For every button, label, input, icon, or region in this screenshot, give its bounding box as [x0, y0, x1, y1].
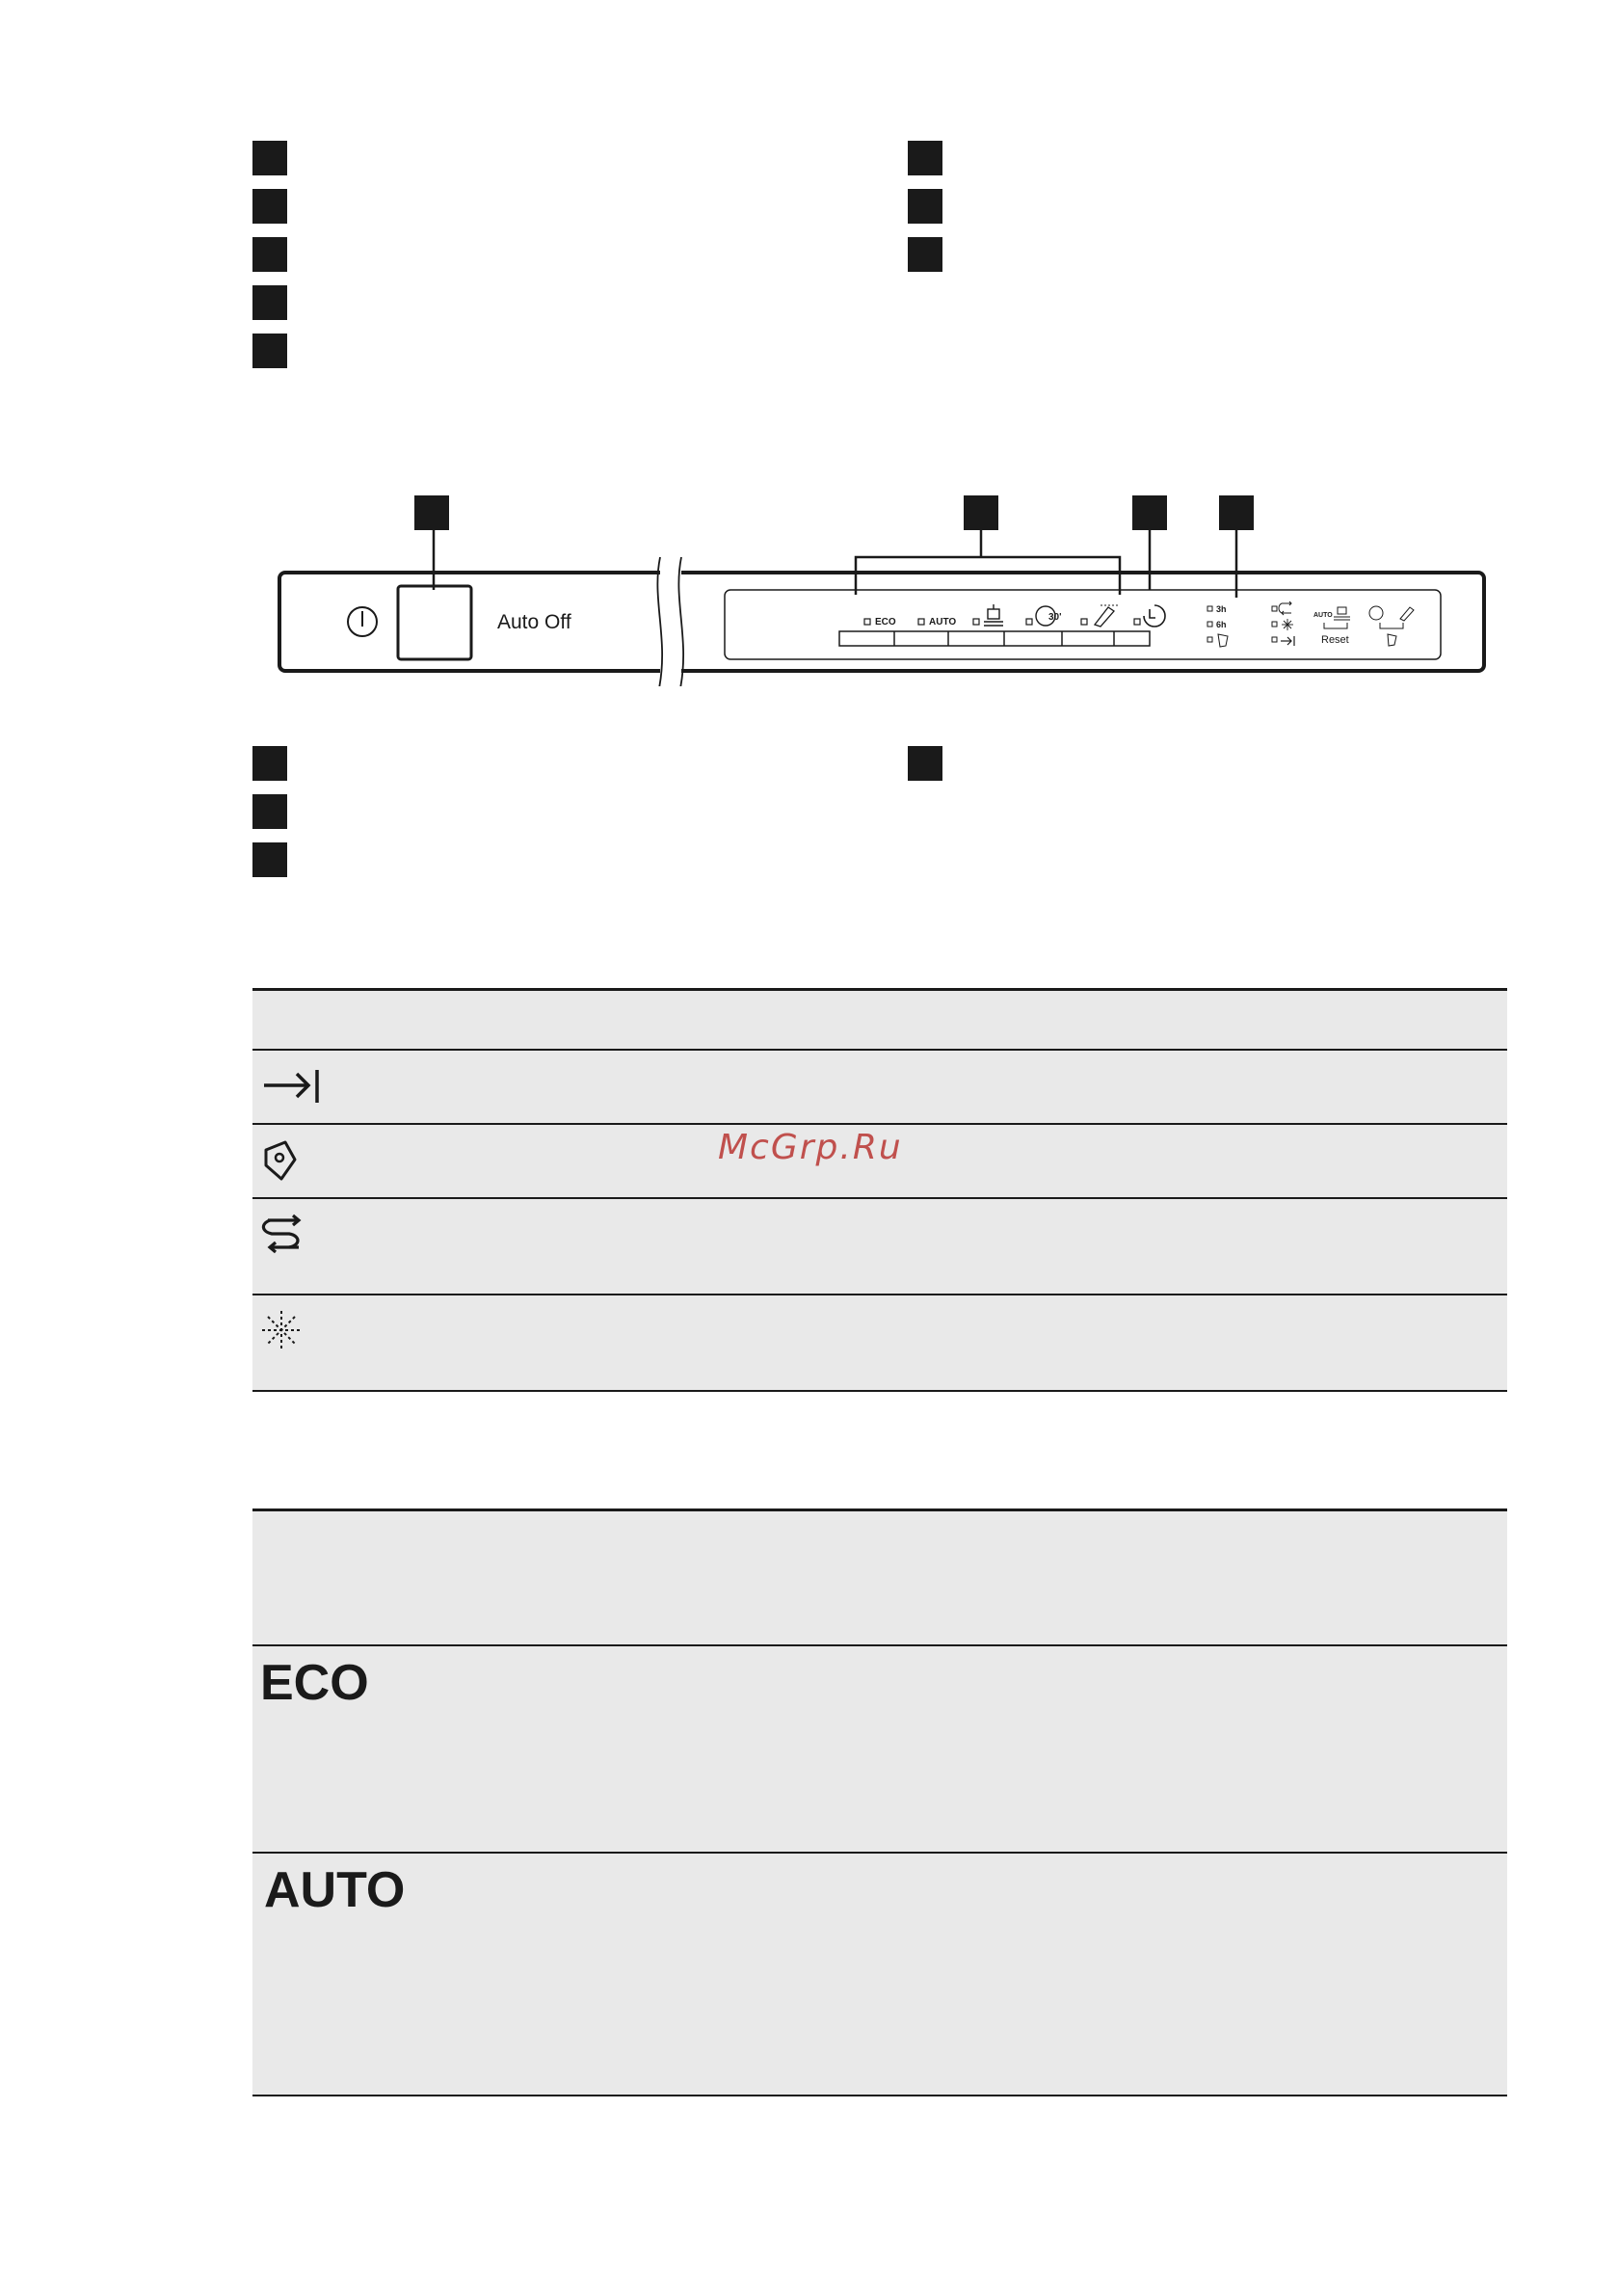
legend-marker-2 [252, 189, 287, 224]
indicator-row-end [252, 1051, 1507, 1125]
reset-auto-label: AUTO [1313, 612, 1333, 619]
indicator-table-header [252, 988, 1507, 1051]
reset-label: Reset [1321, 634, 1349, 646]
reset-salt-icon [1388, 634, 1396, 646]
control-panel-diagram [270, 494, 1494, 686]
programme-table [252, 1508, 1507, 2096]
delay-icon [1144, 605, 1165, 627]
legend-marker-3 [252, 237, 287, 272]
reset-glass-icon [1400, 607, 1414, 621]
panel-end-icon [1281, 636, 1294, 646]
indicator-table [252, 988, 1507, 1392]
panel-eco-label: ECO [875, 617, 896, 627]
legend-marker-4 [252, 285, 287, 320]
on-off-button [398, 586, 471, 659]
legend-marker-8 [908, 237, 942, 272]
rinse-aid-icon [260, 1213, 306, 1255]
indicator-row-sparkle [252, 1295, 1507, 1392]
panel-sparkle-icon [1282, 619, 1293, 630]
legend-marker-9 [252, 746, 287, 781]
panel-salt-icon [1218, 634, 1228, 647]
panel-auto-label: AUTO [929, 617, 957, 627]
legend-marker-10 [252, 794, 287, 829]
legend-marker-7 [908, 189, 942, 224]
auto-programme-label: AUTO [264, 1862, 406, 1918]
legend-marker-1 [252, 141, 287, 175]
indicator-row-rinse [252, 1199, 1507, 1295]
reset-pot-icon [1334, 607, 1350, 620]
delay-6h-label: 6h [1216, 620, 1227, 629]
programme-row-auto [252, 1854, 1507, 2096]
legend-marker-5 [252, 334, 287, 368]
eco-programme-label: ECO [260, 1655, 369, 1711]
delay-3h-label: 3h [1216, 604, 1227, 614]
power-icon [348, 607, 377, 636]
panel-rinse-icon [1279, 601, 1291, 615]
salt-icon [260, 1138, 303, 1183]
watermark: McGrp.Ru [718, 1128, 903, 1167]
reset-quick-icon [1369, 606, 1383, 620]
end-arrow-icon [260, 1064, 322, 1107]
quick-30-icon [1036, 606, 1062, 626]
legend-marker-12 [908, 746, 942, 781]
programme-row-eco [252, 1646, 1507, 1854]
auto-off-label: Auto Off [497, 611, 571, 633]
legend-marker-11 [252, 842, 287, 877]
programme-table-header [252, 1508, 1507, 1646]
legend-marker-6 [908, 141, 942, 175]
sparkle-icon [260, 1309, 303, 1351]
quick-30-label: 30' [1048, 612, 1062, 623]
pot-icon [984, 604, 1003, 626]
glass-spray-icon [1095, 605, 1118, 627]
